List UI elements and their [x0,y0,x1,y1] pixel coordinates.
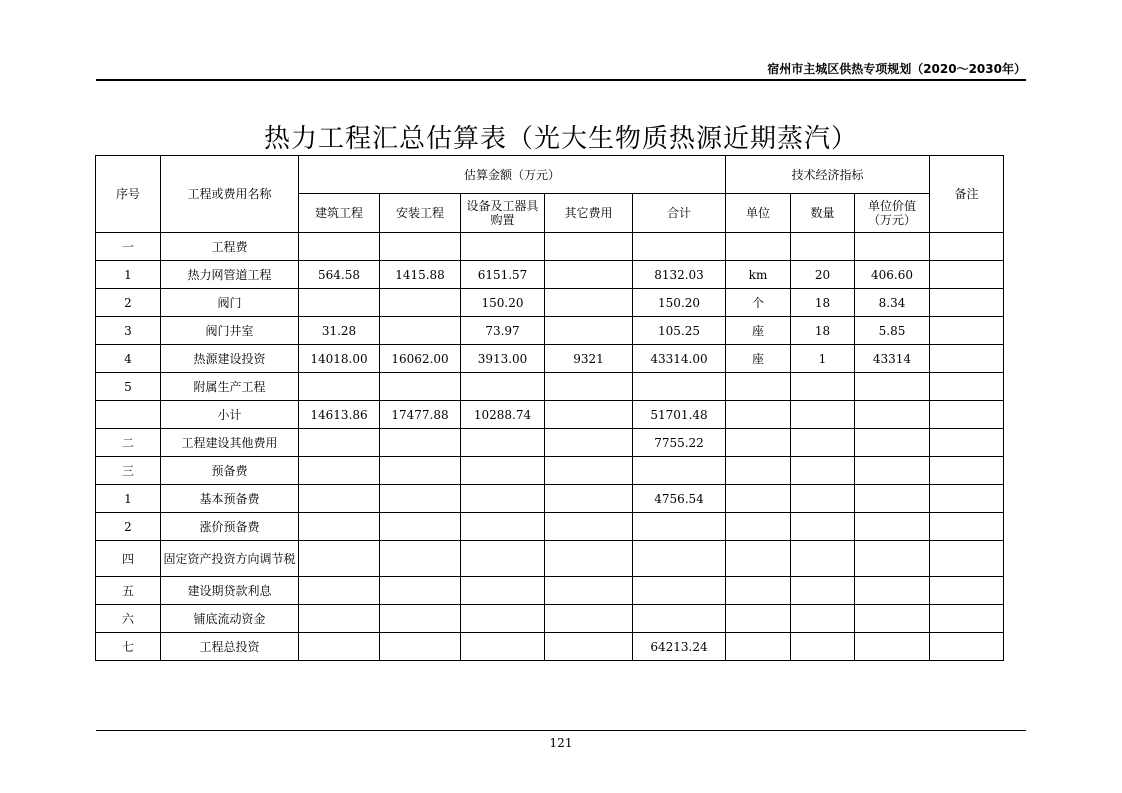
cell-other [545,233,633,261]
table-row [96,605,1004,633]
cell-name: 工程建设其他费用 [161,429,299,457]
cell-installation [380,633,461,661]
cell-installation: 17477.88 [380,401,461,429]
cell-other [545,373,633,401]
table-row [96,457,1004,485]
cell-equipment [461,233,545,261]
cell-name: 工程总投资 [161,633,299,661]
cell-equipment [461,513,545,541]
cell-construction [299,457,380,485]
cell-unit: km [726,261,791,289]
table-row [96,317,1004,345]
cell-unit-price [855,373,930,401]
cell-quantity [791,485,855,513]
cell-installation [380,429,461,457]
header-indicator-group: 技术经济指标 [726,156,930,194]
cell-unit-price [855,633,930,661]
header-unit: 单位 [726,194,791,233]
cell-installation [380,317,461,345]
cell-remark [930,577,1004,605]
cell-quantity [791,605,855,633]
cell-unit [726,457,791,485]
cell-other [545,401,633,429]
cell-seq: 三 [96,457,161,485]
cell-unit-price [855,429,930,457]
header-unit-price: 单位价值（万元） [855,194,930,233]
cell-construction [299,513,380,541]
cell-name: 工程费 [161,233,299,261]
footer-divider [96,730,1026,731]
cell-remark [930,485,1004,513]
table-row [96,345,1004,373]
table-row [96,633,1004,661]
cell-remark [930,541,1004,577]
cell-other [545,541,633,577]
cell-seq: 4 [96,345,161,373]
header-quantity: 数量 [791,194,855,233]
cell-total: 105.25 [633,317,726,345]
cell-total [633,457,726,485]
cell-quantity [791,233,855,261]
cell-seq: 一 [96,233,161,261]
cell-unit-price: 406.60 [855,261,930,289]
cell-unit-price [855,605,930,633]
cell-name: 热力网管道工程 [161,261,299,289]
cell-other [545,485,633,513]
cell-construction [299,633,380,661]
table-row [96,401,1004,429]
cell-quantity [791,541,855,577]
table-row [96,261,1004,289]
cell-equipment [461,457,545,485]
cell-seq: 五 [96,577,161,605]
table-row [96,289,1004,317]
cell-name: 热源建设投资 [161,345,299,373]
cell-seq: 3 [96,317,161,345]
cell-unit [726,401,791,429]
table-row [96,485,1004,513]
table-row [96,513,1004,541]
cell-quantity [791,513,855,541]
cell-seq: 1 [96,485,161,513]
cell-equipment: 150.20 [461,289,545,317]
cell-name: 阀门井室 [161,317,299,345]
cell-unit-price [855,513,930,541]
cell-unit [726,429,791,457]
cell-total: 8132.03 [633,261,726,289]
cell-construction [299,541,380,577]
cell-construction: 14018.00 [299,345,380,373]
cell-name: 铺底流动资金 [161,605,299,633]
cell-unit [726,513,791,541]
cell-unit [726,605,791,633]
cell-name: 预备费 [161,457,299,485]
cell-total: 43314.00 [633,345,726,373]
cell-installation [380,513,461,541]
cell-installation [380,485,461,513]
cell-unit-price: 8.34 [855,289,930,317]
cell-unit [726,233,791,261]
cell-quantity [791,401,855,429]
table-row [96,233,1004,261]
cell-total [633,513,726,541]
table-row [96,541,1004,577]
cell-unit: 个 [726,289,791,317]
cell-remark [930,233,1004,261]
cell-total [633,541,726,577]
cell-other [545,513,633,541]
cell-quantity: 20 [791,261,855,289]
cell-construction: 14613.86 [299,401,380,429]
header-construction: 建筑工程 [299,194,380,233]
cell-unit [726,373,791,401]
cell-total: 4756.54 [633,485,726,513]
cell-other [545,429,633,457]
cell-seq: 二 [96,429,161,457]
cell-installation: 16062.00 [380,345,461,373]
estimate-table [95,155,1004,661]
cell-unit-price: 5.85 [855,317,930,345]
cell-seq: 2 [96,289,161,317]
header-total: 合计 [633,194,726,233]
cell-unit-price [855,401,930,429]
cell-name: 基本预备费 [161,485,299,513]
cell-construction [299,577,380,605]
cell-remark [930,457,1004,485]
cell-seq: 2 [96,513,161,541]
cell-remark [930,401,1004,429]
cell-quantity: 1 [791,345,855,373]
cell-quantity [791,457,855,485]
table-row [96,429,1004,457]
cell-unit-price [855,485,930,513]
cell-seq: 5 [96,373,161,401]
cell-other [545,577,633,605]
cell-total [633,233,726,261]
cell-name: 涨价预备费 [161,513,299,541]
cell-other [545,605,633,633]
cell-other [545,457,633,485]
cell-unit: 座 [726,317,791,345]
table-row [96,577,1004,605]
cell-unit-price [855,577,930,605]
cell-construction [299,429,380,457]
cell-equipment [461,605,545,633]
cell-equipment: 10288.74 [461,401,545,429]
cell-name: 附属生产工程 [161,373,299,401]
cell-construction [299,485,380,513]
cell-quantity [791,429,855,457]
cell-unit-price [855,457,930,485]
cell-remark [930,373,1004,401]
cell-unit [726,633,791,661]
table-title: 热力工程汇总估算表（光大生物质热源近期蒸汽） [263,124,858,154]
cell-equipment: 6151.57 [461,261,545,289]
cell-construction [299,289,380,317]
cell-other [545,633,633,661]
table-row [96,373,1004,401]
cell-other [545,289,633,317]
cell-installation [380,373,461,401]
cell-equipment [461,429,545,457]
header-estimate-group: 估算金额（万元） [299,156,726,194]
cell-quantity [791,577,855,605]
cell-other [545,317,633,345]
cell-unit [726,577,791,605]
header-installation: 安装工程 [380,194,461,233]
cell-name: 建设期贷款利息 [161,577,299,605]
cell-equipment [461,633,545,661]
cell-remark [930,633,1004,661]
cell-installation [380,541,461,577]
cell-total [633,605,726,633]
cell-quantity [791,633,855,661]
cell-quantity: 18 [791,317,855,345]
cell-unit-price: 43314 [855,345,930,373]
cell-other: 9321 [545,345,633,373]
cell-seq: 四 [96,541,161,577]
header-other: 其它费用 [545,194,633,233]
cell-construction [299,373,380,401]
cell-installation: 1415.88 [380,261,461,289]
header-seq: 序号 [96,156,161,233]
cell-unit-price [855,541,930,577]
cell-other [545,261,633,289]
cell-total: 64213.24 [633,633,726,661]
cell-remark [930,513,1004,541]
cell-total: 7755.22 [633,429,726,457]
cell-installation [380,289,461,317]
cell-equipment: 73.97 [461,317,545,345]
cell-quantity: 18 [791,289,855,317]
cell-name: 阀门 [161,289,299,317]
cell-remark [930,605,1004,633]
document-header-title: 宿州市主城区供热专项规划（2020～2030年） [767,62,1026,76]
cell-seq [96,401,161,429]
cell-equipment [461,373,545,401]
cell-unit-price [855,233,930,261]
cell-construction [299,605,380,633]
cell-installation [380,233,461,261]
cell-installation [380,605,461,633]
cell-construction: 564.58 [299,261,380,289]
cell-remark [930,289,1004,317]
cell-equipment: 3913.00 [461,345,545,373]
cell-total: 51701.48 [633,401,726,429]
cell-equipment [461,485,545,513]
cell-seq: 七 [96,633,161,661]
cell-unit [726,485,791,513]
cell-construction: 31.28 [299,317,380,345]
cell-unit [726,541,791,577]
cell-installation [380,577,461,605]
cell-quantity [791,373,855,401]
cell-equipment [461,541,545,577]
cell-installation [380,457,461,485]
header-remark: 备注 [930,156,1004,233]
header-name: 工程或费用名称 [161,156,299,233]
cell-seq: 1 [96,261,161,289]
cell-remark [930,429,1004,457]
cell-seq: 六 [96,605,161,633]
cell-construction [299,233,380,261]
cell-name: 小计 [161,401,299,429]
cell-remark [930,261,1004,289]
page-number: 121 [549,736,573,750]
cell-remark [930,317,1004,345]
header-equipment: 设备及工器具购置 [461,194,545,233]
cell-total [633,373,726,401]
cell-name: 固定资产投资方向调节税 [161,541,299,577]
cell-equipment [461,577,545,605]
cell-total [633,577,726,605]
cell-unit: 座 [726,345,791,373]
header-divider [96,79,1026,81]
cell-remark [930,345,1004,373]
cell-total: 150.20 [633,289,726,317]
